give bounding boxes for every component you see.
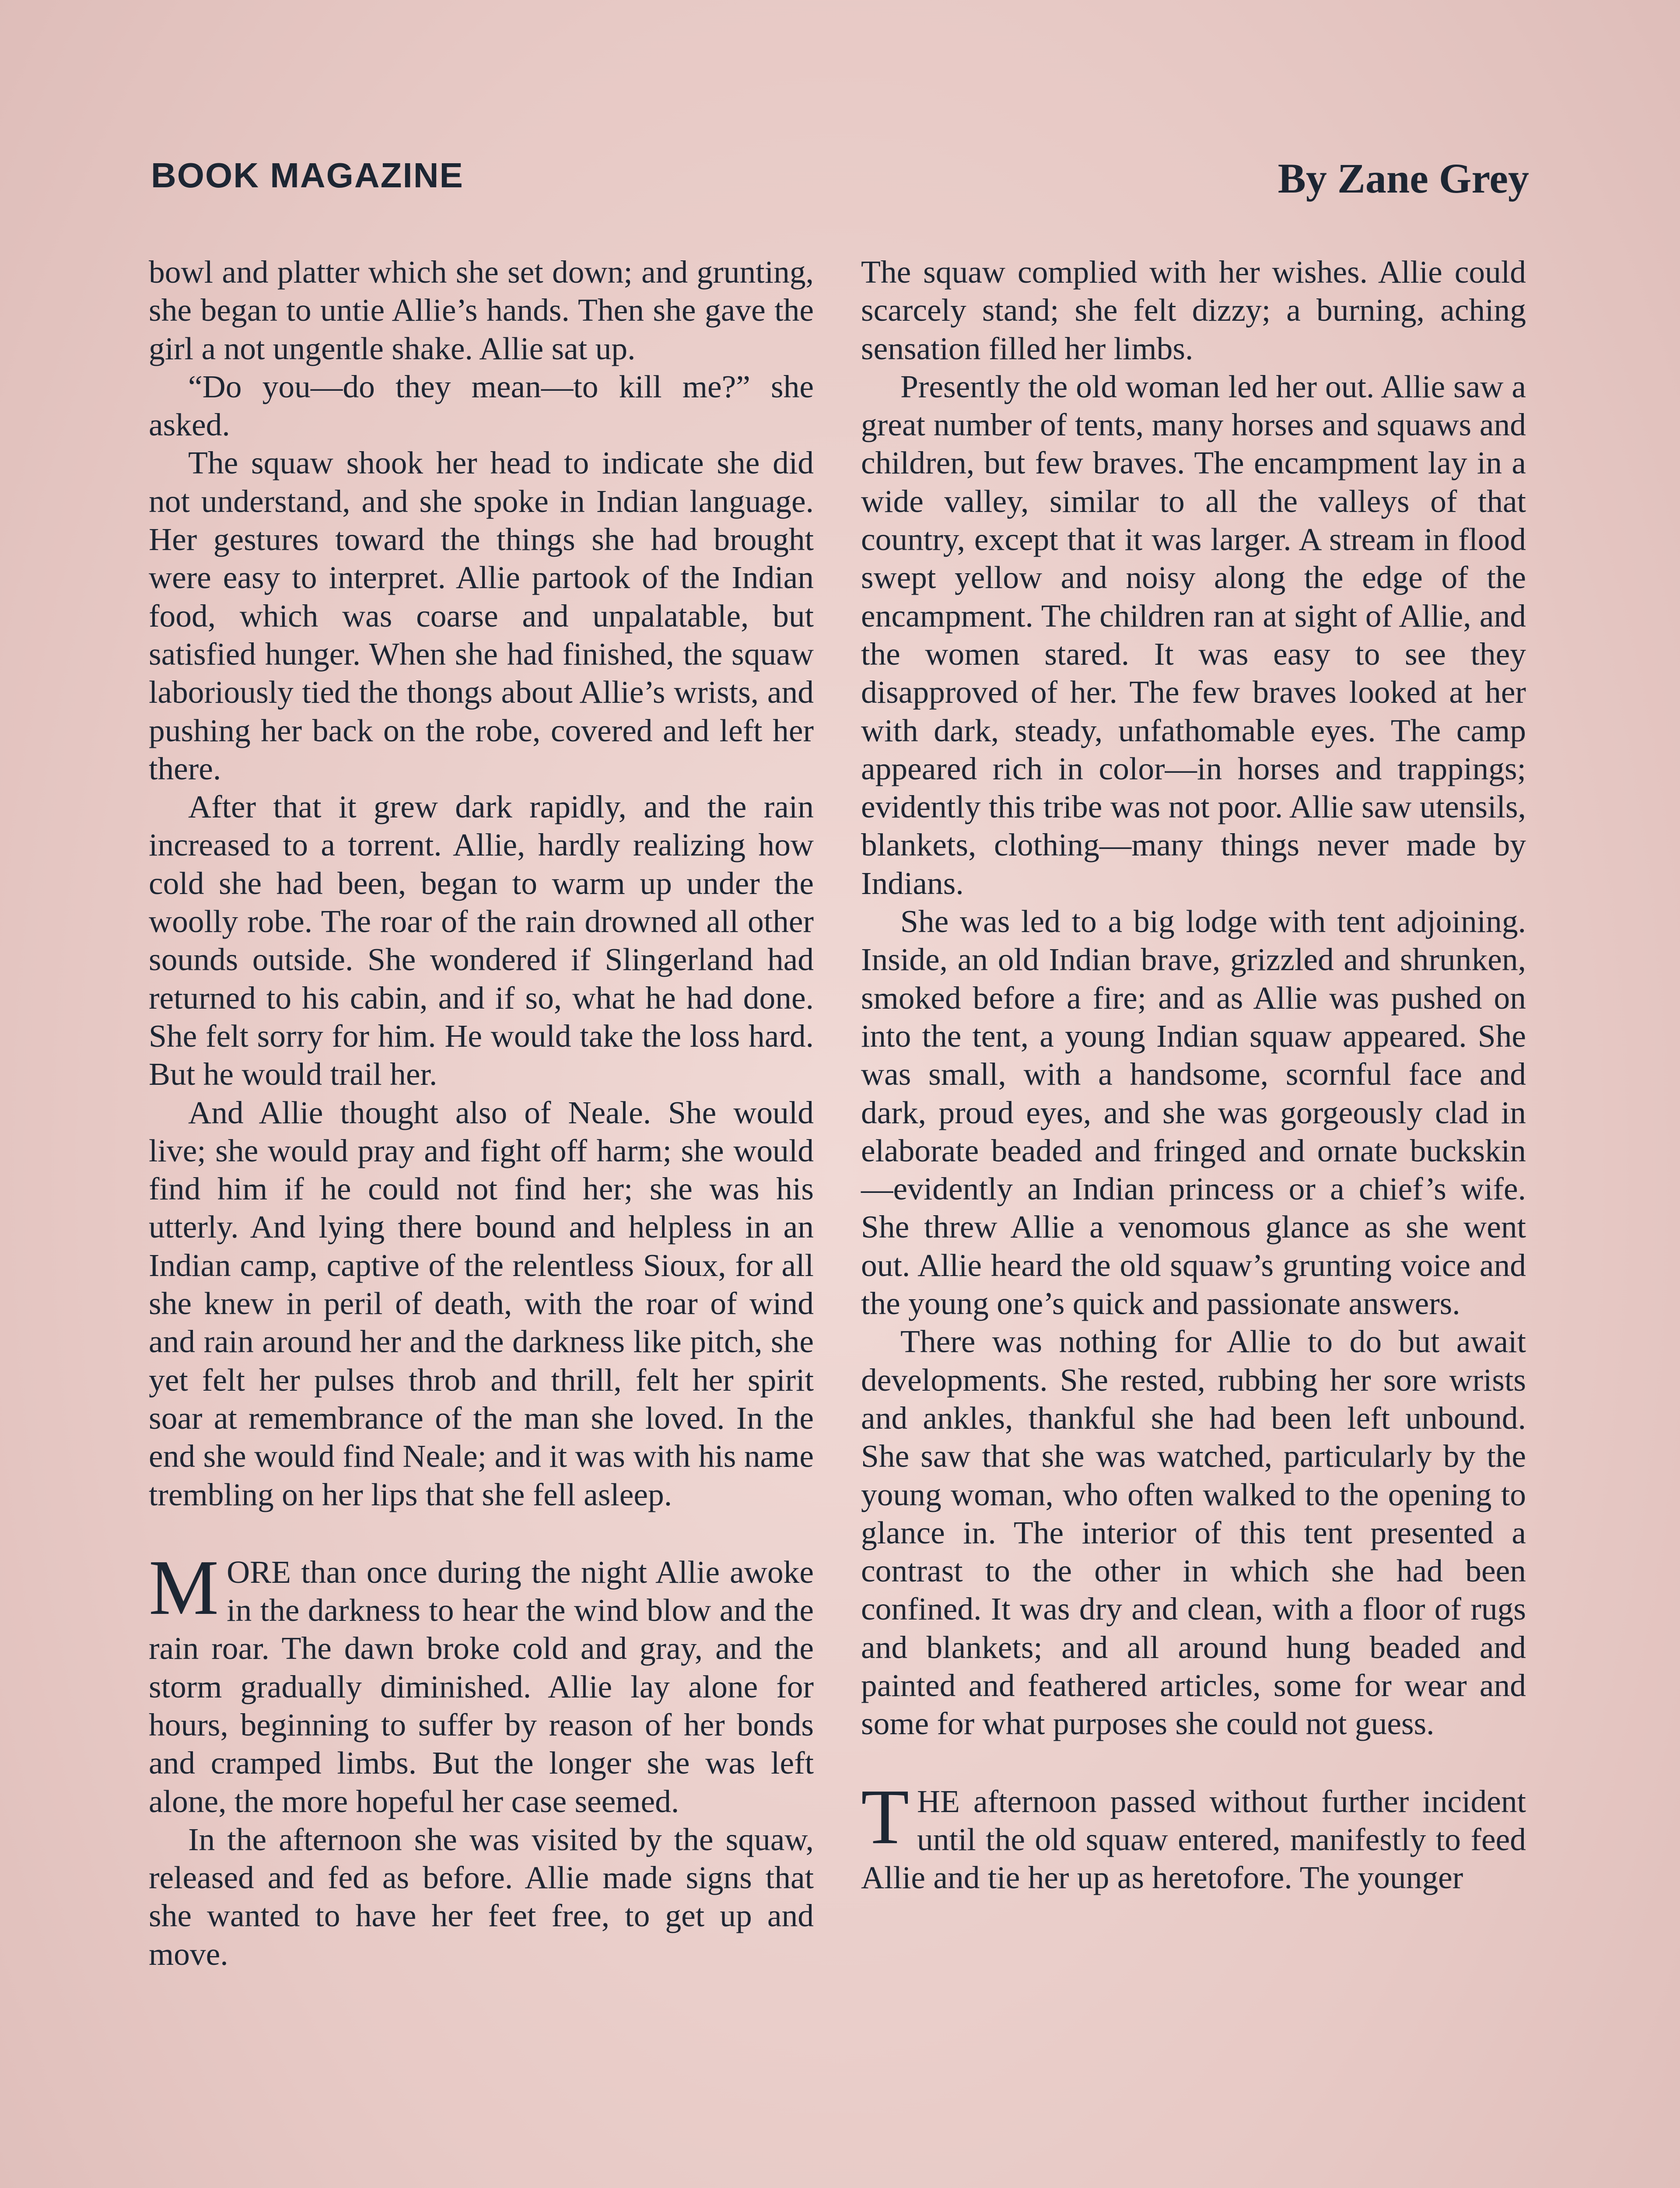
- paragraph: The squaw shook her head to indicate she did not understand, and she spoke in Indian language. Her gestures toward the things she had brought were easy to interpret. Allie partook of the Indian food, which was coarse and unpalatable, but satisfied hunger. When she had finished, the squaw laboriously tied the thongs about Allie’s wrists, and pushing her back on the robe, covered and left her there.: [149, 445, 814, 786]
- paragraph: Presently the old woman led her out. Allie saw a great number of tents, many horses and squaws and children, but few braves. The encampment lay in a wide valley, similar to all the valleys of that country, except that it was larger. A stream in flood swept yellow and noisy along the edge of the encampment. The children ran at sight of Allie, and the women stared. It was easy to see they disapproved of her. The few braves looked at her with dark, steady, unfathomable eyes. The camp appeared rich in color—in horses and trappings; evidently this tribe was not poor. Allie saw utensils, blankets, clothing—many things never made by Indians.: [861, 368, 1526, 901]
- paragraph: “Do you—do they mean—to kill me?” she asked.: [149, 368, 814, 443]
- left-text-column: [149, 253, 814, 1973]
- right-text-column: [861, 253, 1526, 1897]
- running-head-magazine: BOOK MAGAZINE: [151, 156, 464, 195]
- paragraph: bowl and platter which she set down; and grunting, she began to untie Allie’s hands. Then she gave the girl a not ungentle shake. Allie sat up.: [149, 254, 814, 366]
- paragraph-text: HE afternoon passed without further incident until the old squaw entered, manifestly to feed Allie and tie her up as heretofore. The younger: [861, 1783, 1526, 1896]
- paragraph: She was led to a big lodge with tent adjoining. Inside, an old Indian brave, grizzled and shrunken, smoked before a fire; and as Allie was pushed on into the tent, a young Indian squaw appeared. She was small, with a handsome, scornful face and dark, proud eyes, and she was gorgeously clad in elaborate beaded and fringed and ornate buckskin—evidently an Indian princess or a chief’s wife. She threw Allie a venomous glance as she went out. Allie heard the old squaw’s grunting voice and the young one’s quick and passionate answers.: [861, 904, 1526, 1322]
- paragraph: In the afternoon she was visited by the squaw, released and fed as before. Allie made signs that she wanted to have her feet free, to get up and move.: [149, 1821, 814, 1972]
- drop-cap: M: [149, 1543, 219, 1631]
- drop-cap: T: [861, 1773, 909, 1860]
- paragraph: After that it grew dark rapidly, and the rain increased to a torrent. Allie, hardly realizing how cold she had been, began to warm up under the woolly robe. The roar of the rain drowned all other sounds outside. She wondered if Slingerland had returned to his cabin, and if so, what he had done. She felt sorry for him. He would take the loss hard. But he would trail her.: [149, 789, 814, 1092]
- running-head-author: By Zane Grey: [1278, 155, 1529, 202]
- section-paragraph: [861, 1773, 1526, 1897]
- paragraph: And Allie thought also of Neale. She would live; she would pray and fight off harm; she would find him if he could not find her; she was his utterly. And lying there bound and helpless in an Indian camp, captive of the relentless Sioux, for all she knew in peril of death, with the roar of wind and rain around her and the darkness like pitch, she yet felt her pulses throb and thrill, felt her spirit soar at remembrance of the man she loved. In the end she would find Neale; and it was with his name trembling on her lips that she fell asleep.: [149, 1094, 814, 1512]
- paragraph-text: ORE than once during the night Allie awoke in the darkness to hear the wind blow and the rain roar. The dawn broke cold and gray, and the storm gradually diminished. Allie lay alone for hours, beginning to suffer by reason of her bonds and cramped limbs. But the longer she was left alone, the more hopeful her case seemed.: [149, 1554, 814, 1819]
- section-paragraph: [149, 1543, 814, 1820]
- paragraph: The squaw complied with her wishes. Allie could scarcely stand; she felt dizzy; a burning, aching sensation filled her limbs.: [861, 254, 1526, 366]
- paragraph: There was nothing for Allie to do but await developments. She rested, rubbing her sore wrists and ankles, thankful she had been left unbound. She saw that she was watched, particularly by the young woman, who often walked to the opening to glance in. The interior of this tent presented a contrast to the other in which she had been confined. It was dry and clean, with a floor of rugs and blankets; and all around hung beaded and painted and feathered articles, some for wear and some for what purposes she could not guess.: [861, 1324, 1526, 1742]
